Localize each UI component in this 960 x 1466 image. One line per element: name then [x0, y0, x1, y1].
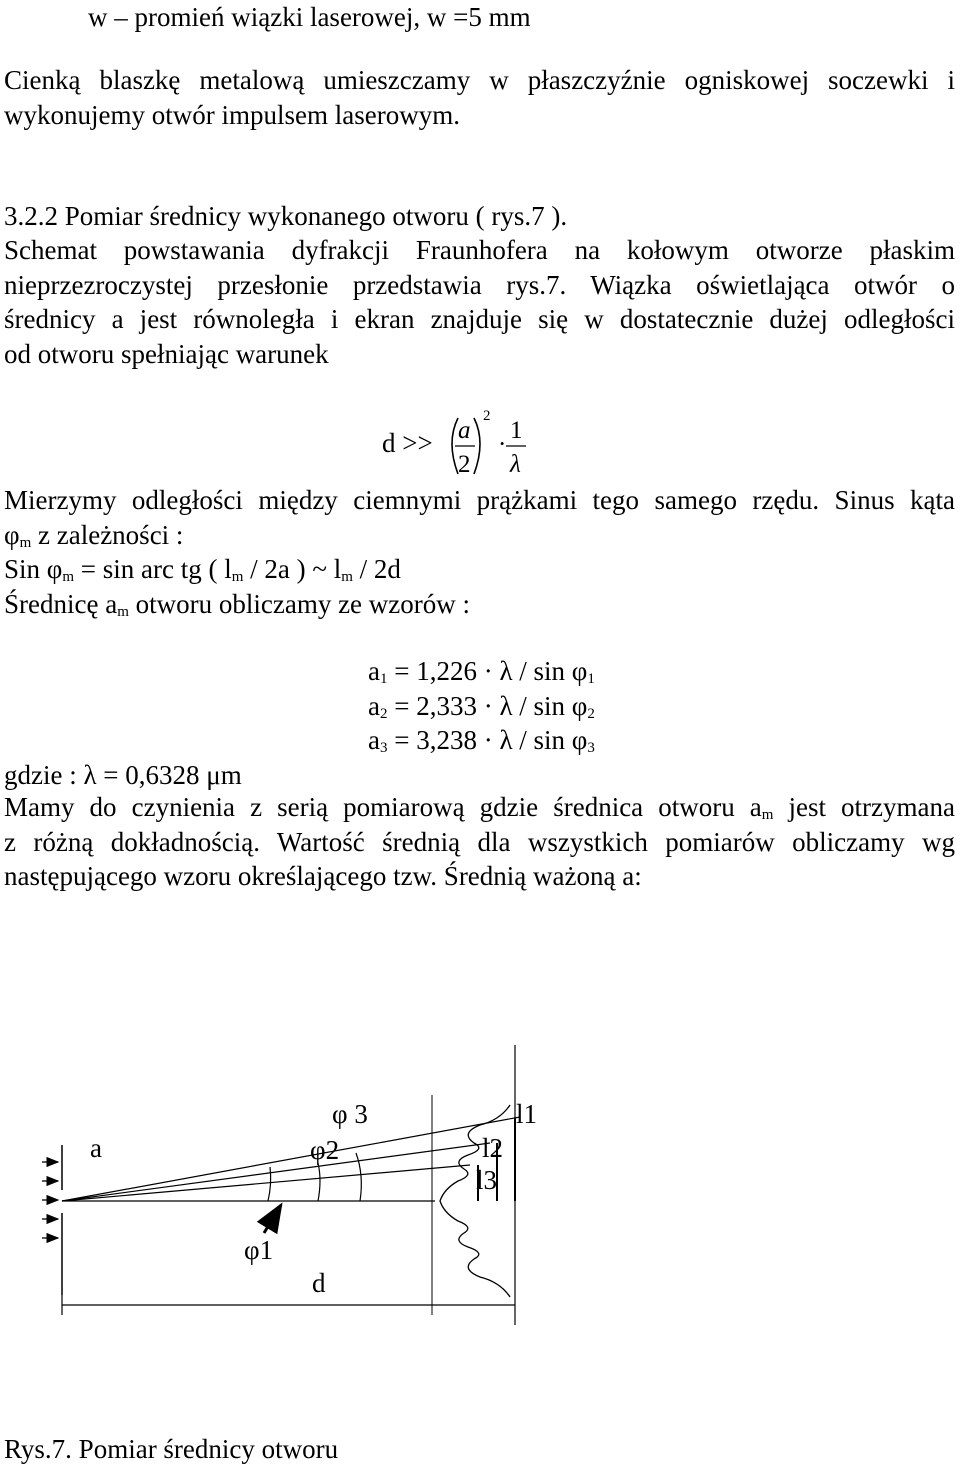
diffraction-figure	[0, 985, 960, 1425]
equation-a1: $a_1 = 1,226 \cdot \lambda / \sin \varphi_1$	[368, 656, 595, 687]
label-phi1: φ1	[244, 1235, 274, 1265]
label-l2: l2	[482, 1133, 504, 1163]
paragraph-laser-radius: w – promień wiązki laserowej, w =5 mm	[88, 2, 531, 32]
lambda-definition: gdzie : λ = 0,6328 μm	[4, 760, 242, 790]
formula-lhs: d >>	[382, 428, 433, 458]
formula-den-2: 2	[458, 451, 471, 478]
condition-formula	[380, 400, 540, 482]
label-l1: l1	[516, 1099, 538, 1129]
paragraph-measure-line-1: Mierzymy odległości między ciemnymi prążkami tego samego rzędu. Sinus kąta	[4, 485, 955, 515]
equation-a3: $a_3 = 3,238 \cdot \lambda / \sin \varphi_3$	[368, 725, 595, 756]
phi1-pointer	[264, 1205, 281, 1233]
diffraction-rays	[62, 1117, 520, 1201]
label-phi3: φ 3	[332, 1099, 368, 1129]
phi-symbol: φ	[4, 520, 20, 550]
paragraph-scheme-line-4: od otworu spełniając warunek	[4, 339, 329, 369]
formula-dot: ·	[498, 431, 507, 458]
figure-caption: Rys.7. Pomiar średnicy otworu	[4, 1434, 339, 1464]
formula-num-a: a	[458, 417, 471, 444]
paragraph-measure-line-2	[4, 518, 183, 552]
dependence-text: z zależności :	[31, 520, 184, 550]
paragraph-series-line-2: z różną dokładnością. Wartość średnią dla wszystkich pomiarów obliczamy wg	[4, 827, 955, 857]
paragraph-sheet-line-1: Cienką blaszkę metalową umieszczamy w płaszczyźnie ogniskowej soczewki i	[4, 65, 955, 95]
angle-arc-2	[318, 1163, 320, 1201]
formula-den-lambda: λ	[510, 451, 521, 478]
diameter-intro: Średnicę $a_m$ otworu obliczamy ze wzorów :	[4, 589, 471, 620]
paragraph-scheme-line-3: średnicy a jest równoległa i ekran znajduje się w dostatecznie dużej odległości	[4, 304, 955, 334]
incident-beam-arrows	[42, 1162, 58, 1238]
section-heading: 3.2.2 Pomiar średnicy wykonanego otworu ( rys.7 ).	[4, 201, 568, 231]
label-d: d	[312, 1268, 326, 1298]
formula-exponent: 2	[483, 408, 491, 424]
equation-a2: $a_2 = 2,333 \cdot \lambda / \sin \varphi_2$	[368, 691, 595, 722]
paragraph-series-line-1: Mamy do czynienia z serią pomiarową gdzie średnica otworu $a_m$ jest otrzymana	[4, 792, 955, 823]
label-phi2: φ2	[310, 1135, 340, 1165]
paragraph-scheme-line-1: Schemat powstawania dyfrakcji Fraunhofera na kołowym otworze płaskim	[4, 235, 955, 265]
label-l3: l3	[476, 1165, 498, 1195]
paragraph-series-line-3: następującego wzoru określającego tzw. Średnią ważoną a:	[4, 861, 642, 891]
paragraph-sheet-line-2: wykonujemy otwór impulsem laserowym.	[4, 100, 460, 130]
label-a: a	[90, 1133, 102, 1163]
sine-formula: Sin $\varphi_m = \sin$ arc tg ( $l_m / 2a$ ) ~ $l_m / 2d$	[4, 554, 401, 585]
angle-arc-1	[268, 1167, 271, 1201]
sub-m: m	[19, 535, 32, 551]
formula-num-1: 1	[510, 417, 523, 444]
paragraph-scheme-line-2: nieprzezroczystej przesłonie przedstawia rys.7. Wiązka oświetlająca otwór o	[4, 270, 955, 300]
